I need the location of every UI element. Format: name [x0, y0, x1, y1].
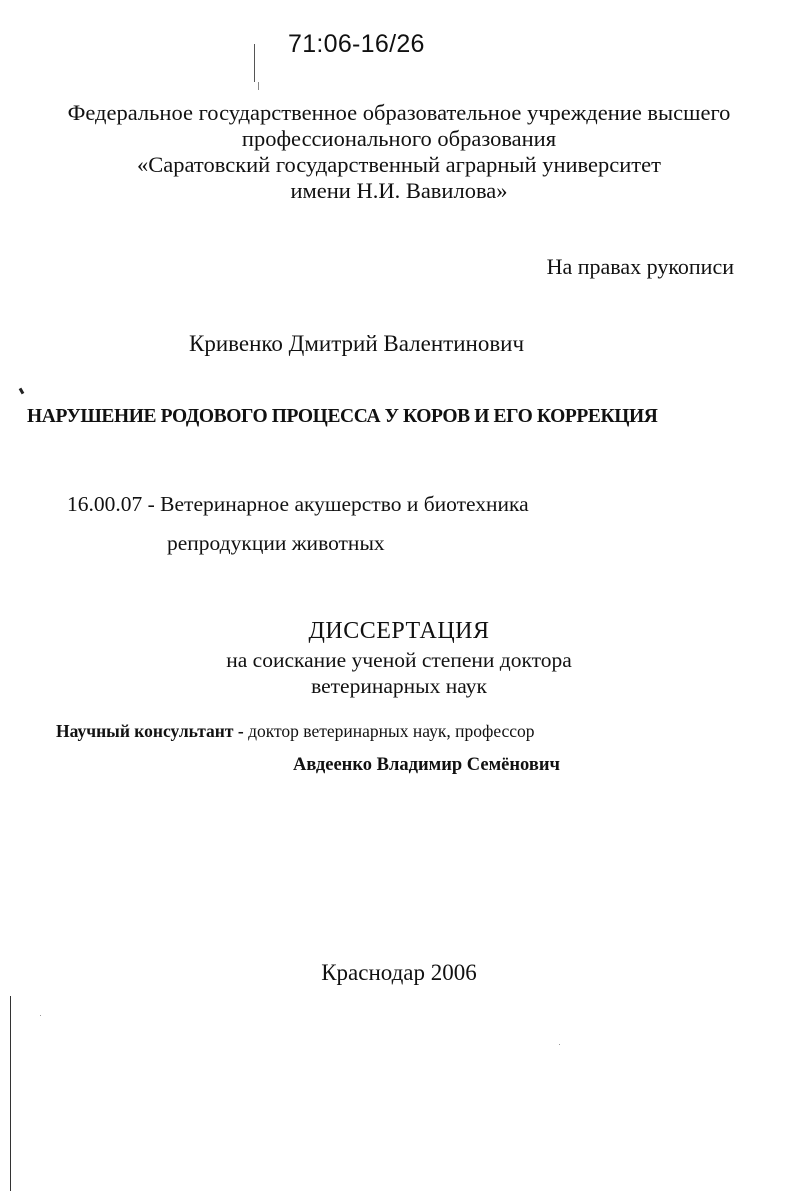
dissertation-title: НАРУШЕНИЕ РОДОВОГО ПРОЦЕССА У КОРОВ И ЕГО КОРРЕКЦИЯ [27, 406, 658, 427]
scan-speck [40, 1015, 41, 1016]
document-type-heading: ДИССЕРТАЦИЯ [308, 618, 490, 644]
specialty-line: репродукции животных [167, 531, 385, 555]
scan-mark [258, 82, 259, 90]
rights-note: На правах рукописи [546, 254, 734, 279]
scan-mark [19, 388, 25, 395]
scan-speck [559, 1044, 560, 1045]
specialty-line: 16.00.07 - Ветеринарное акушерство и биотехника [67, 492, 529, 516]
consultant-label: Научный консультант - [56, 721, 244, 741]
catalog-number: 71:06-16/26 [288, 30, 425, 58]
scan-mark [254, 44, 255, 82]
organization-line: профессионального образования [241, 126, 557, 151]
consultant-line [56, 721, 535, 742]
organization-line: Федеральное государственное образовательное учреждение высшего [67, 100, 731, 125]
consultant-credentials: доктор ветеринарных наук, профессор [243, 721, 535, 741]
author-name: Кривенко Дмитрий Валентинович [189, 331, 525, 356]
degree-line: на соискание ученой степени доктора [226, 648, 572, 672]
consultant-name: Авдеенко Владимир Семёнович [293, 755, 560, 775]
organization-block [0, 100, 798, 204]
scan-edge-line [10, 996, 11, 1191]
organization-line: «Саратовский государственный аграрный университет [137, 152, 661, 177]
degree-line: ветеринарных наук [311, 674, 487, 698]
organization-line: имени Н.И. Вавилова» [290, 178, 508, 203]
city-year: Краснодар 2006 [321, 960, 477, 985]
